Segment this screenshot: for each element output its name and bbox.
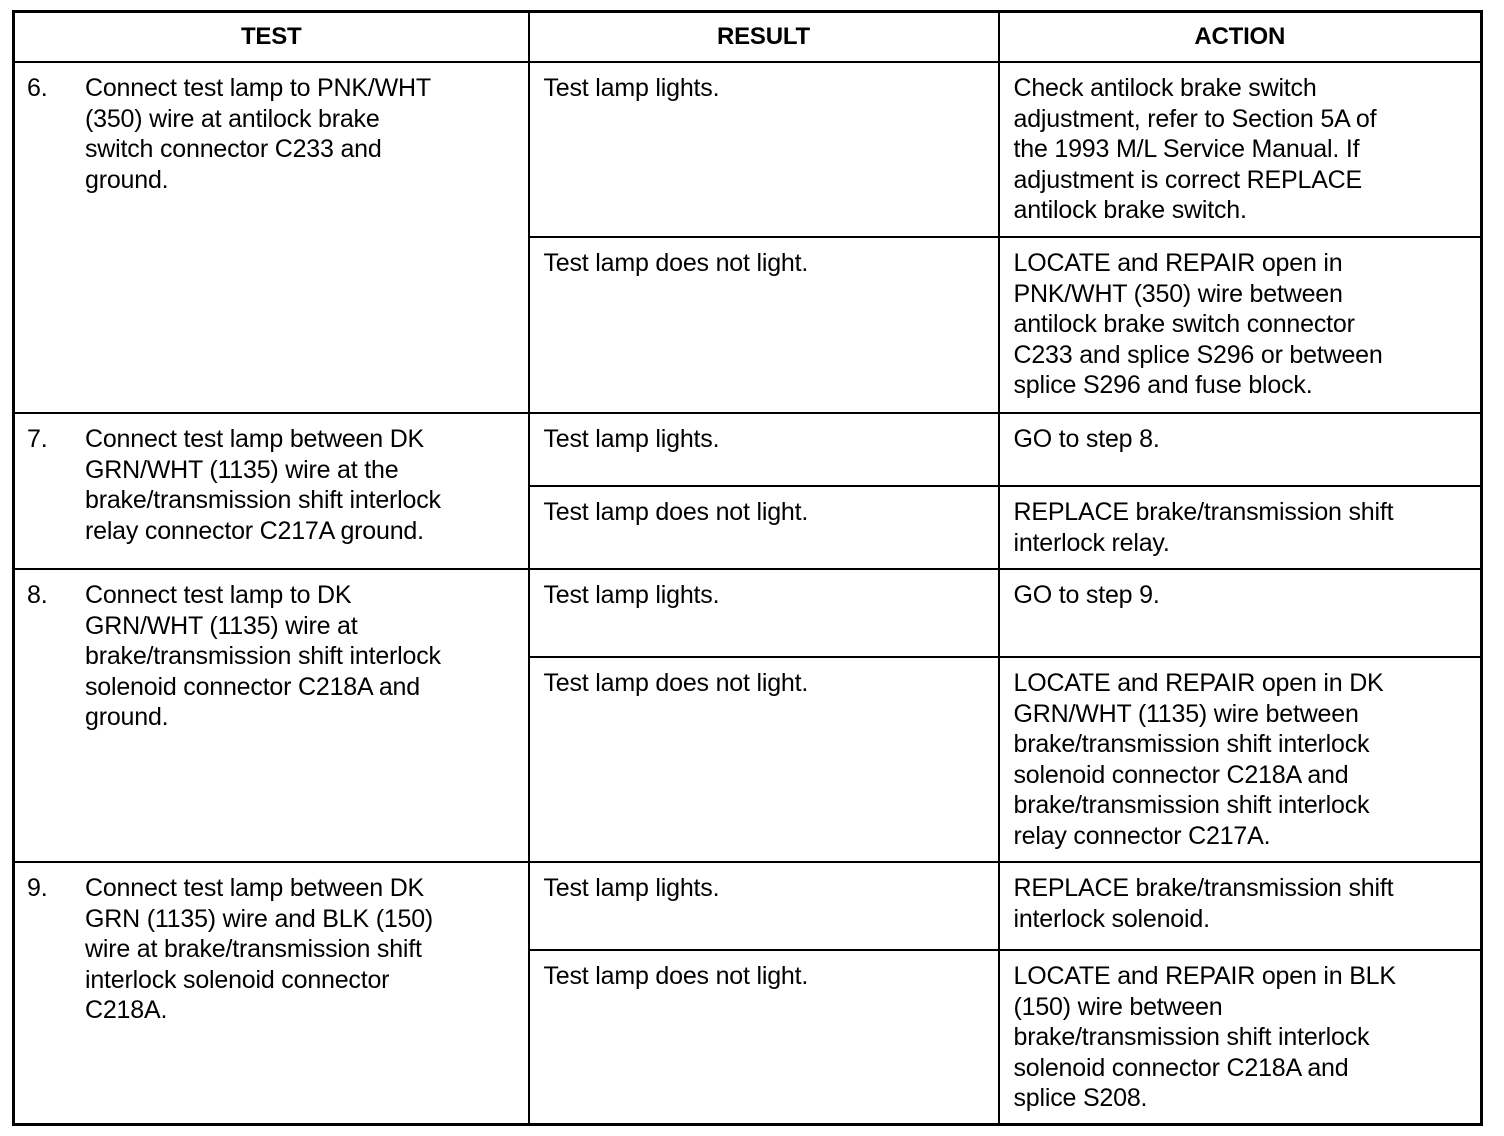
action-cell: REPLACE brake/transmission shift interlock relay.: [999, 486, 1482, 569]
result-cell: Test lamp does not light.: [529, 486, 999, 569]
test-cell-step-7: [14, 413, 529, 569]
result-cell: Test lamp does not light.: [529, 237, 999, 413]
test-cell-step-6: [14, 62, 529, 413]
test-cell-step-9: [14, 862, 529, 1124]
test-cell-step-8: [14, 569, 529, 862]
result-cell: Test lamp lights.: [529, 862, 999, 950]
header-action: ACTION: [999, 12, 1482, 63]
test-description: Connect test lamp between DK GRN/WHT (1135) wire at the brake/transmission shift interlock relay connector C217A ground.: [85, 425, 441, 545]
step-number: 9.: [27, 874, 48, 902]
result-cell: Test lamp does not light.: [529, 950, 999, 1124]
diagnostic-table: [12, 10, 1483, 1126]
test-description: Connect test lamp to PNK/WHT (350) wire at antilock brake switch connector C233 and ground.: [85, 74, 431, 194]
result-cell: Test lamp lights.: [529, 413, 999, 486]
action-cell: LOCATE and REPAIR open in DK GRN/WHT (1135) wire between brake/transmission shift interlock solenoid connector C218A and brake/transmission shift interlock relay connector C217A.: [999, 657, 1482, 862]
test-description: Connect test lamp to DK GRN/WHT (1135) wire at brake/transmission shift interlock solenoid connector C218A and ground.: [85, 581, 441, 731]
table-row: [14, 862, 1482, 950]
step-number: 6.: [27, 74, 48, 102]
result-cell: Test lamp lights.: [529, 569, 999, 657]
header-test: TEST: [14, 12, 529, 63]
action-cell: Check antilock brake switch adjustment, refer to Section 5A of the 1993 M/L Service Manual. If adjustment is correct REPLACE antilock brake switch.: [999, 62, 1482, 237]
action-cell: LOCATE and REPAIR open in PNK/WHT (350) wire between antilock brake switch connector C233 and splice S296 or between splice S296 and fuse block.: [999, 237, 1482, 413]
step-number: 8.: [27, 581, 48, 609]
result-cell: Test lamp does not light.: [529, 657, 999, 862]
action-cell: REPLACE brake/transmission shift interlock solenoid.: [999, 862, 1482, 950]
action-cell: LOCATE and REPAIR open in BLK (150) wire between brake/transmission shift interlock solenoid connector C218A and splice S208.: [999, 950, 1482, 1124]
table-row: [14, 413, 1482, 486]
step-number: 7.: [27, 425, 48, 453]
table-row: [14, 62, 1482, 237]
action-cell: GO to step 8.: [999, 413, 1482, 486]
header-result: RESULT: [529, 12, 999, 63]
table-row: [14, 569, 1482, 657]
result-cell: Test lamp lights.: [529, 62, 999, 237]
header-row: [14, 12, 1482, 63]
test-description: Connect test lamp between DK GRN (1135) wire and BLK (150) wire at brake/transmission shift interlock solenoid connector C218A.: [85, 874, 434, 1024]
action-cell: GO to step 9.: [999, 569, 1482, 657]
